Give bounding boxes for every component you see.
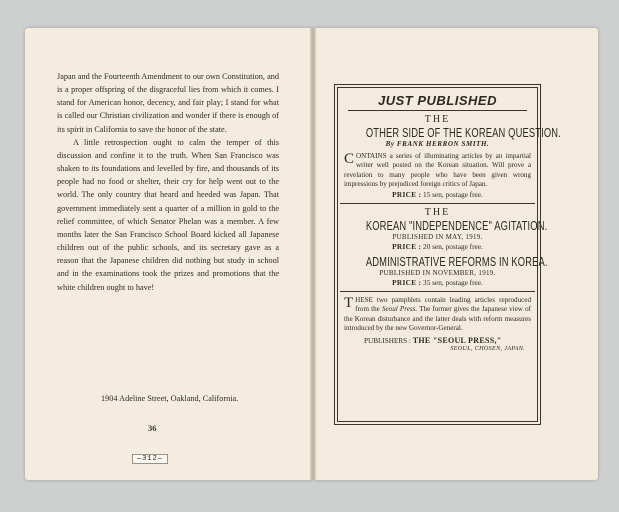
book2-price-value: 20 sen, <box>423 242 444 252</box>
book2-title: KOREAN "INDEPENDENCE" AGITATION. <box>365 218 548 234</box>
archive-stamp: —312— <box>132 454 168 464</box>
book2-price-label: PRICE : <box>392 242 422 252</box>
book3-price-label: PRICE : <box>392 278 422 288</box>
footer-description-after: The former gives the Japanese view of the Korean disturbance and the latter deals with reform measures introduced by the new Governor-General. <box>344 305 531 333</box>
book3-published: PUBLISHED IN NOVEMBER, 1919. <box>379 269 496 278</box>
footer-source: Seoul Press. <box>381 305 418 314</box>
book1-the: THE <box>424 114 451 125</box>
book1-description: ONTAINS a series of illuminating articles by an impartial writer well posted on the Korean situation. Will prove a revelation to many people who have been given wrong impressions by prejudiced foreign critics of Japan. <box>344 152 531 188</box>
book1-price-label: PRICE : <box>392 190 422 200</box>
book1-title: OTHER SIDE OF THE KOREAN QUESTION. <box>365 125 561 140</box>
book-gutter <box>310 28 316 480</box>
book3-price-note: postage free. <box>445 278 483 288</box>
divider-1 <box>340 203 535 204</box>
paragraph-2: A little retrospection ought to calm the temper of this discussion and confine it to the truth. When San Francisco was shaken to its foundations and levelled by fire, and thousands of its people had no food or shelter, their cry for help went out to the world. The only country that heard and heeded was Japan. That government immediately sent a quarter of a million in gold to the relief committee, of which Senator Phelan was a member. A few months later the San Francisco School Board kicked all Japanese children out of the public schools, and its secretary gave as a reason that the Japanese children did nothing but study in school and in the examinations took the prizes and promotions that the white children ought to have! <box>57 137 279 292</box>
book1-price <box>338 190 537 199</box>
book1-byline: By FRANK HERRON SMITH. <box>385 140 490 148</box>
paragraph-1: Japan and the Fourteenth Amendment to our own Constitution, and is a proper offspring of the disgraceful lies from which it comes. I stand for American honor, decency, and fair play; I stand for what is called our Christian civilization and wonder if there is enough of its spirit in California to save the honor of the state. <box>57 72 279 134</box>
book2-price <box>338 242 537 251</box>
publisher-location: SEOUL, CHOSEN, JAPAN. <box>450 345 525 353</box>
left-page-body-text <box>57 70 279 294</box>
footer-description-block <box>344 296 531 333</box>
book3-price-value: 35 sen, <box>423 278 444 288</box>
book2-published: PUBLISHED IN MAY, 1919. <box>392 233 483 242</box>
footer-dropcap: T <box>344 295 354 312</box>
advertisement-box <box>337 87 561 422</box>
book1-dropcap: C <box>344 151 355 167</box>
book1-price-value: 15 sen, <box>423 190 444 200</box>
publishers-label: PUBLISHERS : <box>364 337 411 346</box>
book2-price-note: postage free. <box>445 242 483 252</box>
author-address: 1904 Adeline Street, Oakland, California. <box>101 394 239 403</box>
publisher-name: THE "SEOUL PRESS," <box>412 336 502 346</box>
heading-rule <box>348 110 527 111</box>
ad-heading: JUST PUBLISHED <box>378 93 497 108</box>
book2-the: THE <box>424 207 451 219</box>
book3-price <box>338 278 537 287</box>
book1-price-note: postage free. <box>445 190 483 200</box>
footer-description-before: HESE two pamphlets contain leading articles reproduced from the <box>355 296 531 314</box>
page-number: 36 <box>148 423 157 433</box>
book1-description-block <box>344 152 531 189</box>
publisher-line <box>364 336 531 345</box>
divider-2 <box>340 291 535 292</box>
book3-title: ADMINISTRATIVE REFORMS IN KOREA. <box>365 254 548 270</box>
